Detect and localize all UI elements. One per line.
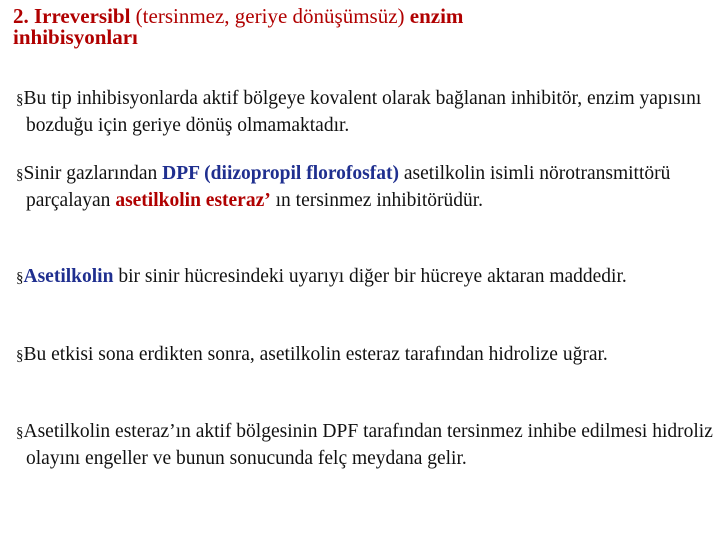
bullet-2-post: ın tersinmez inhibitörüdür. (270, 190, 484, 211)
bullet-2-highlight-dpf: DPF (diizopropil florofosfat) (162, 163, 399, 184)
bullet-item-2 (16, 161, 720, 213)
bullet-5-text: Asetilkolin esteraz’ın aktif bölgesinin DPF tarafından tersinmez inhibe edilmesi hidroliz olayını engeller ve bunun sonucunda felç meydana gelir. (23, 421, 713, 469)
title-normal-part: (tersinmez, geriye dönüşümsüz) (130, 4, 405, 28)
title-bold-part: 2. Irreversibl (13, 4, 131, 28)
bullet-3-highlight: Asetilkolin (23, 266, 114, 287)
bullet-2-mid: asetilkolin isimli nörotransmittörü parçalayan (26, 163, 671, 211)
bullet-2-pre: Sinir gazlarından (23, 163, 163, 184)
bullet-marker-icon: § (16, 348, 24, 364)
bullet-marker-icon: § (16, 167, 24, 183)
bullet-item-4 (16, 342, 720, 369)
bullet-2-highlight-enzyme: asetilkolin esteraz’ (115, 190, 271, 211)
bullet-marker-icon: § (16, 92, 24, 108)
bullet-item-1 (16, 86, 720, 138)
bullet-3-post: bir sinir hücresindeki uyarıyı diğer bir hücreye aktaran maddedir. (113, 266, 627, 287)
bullet-1-text: Bu tip inhibisyonlarda aktif bölgeye kovalent olarak bağlanan inhibitör, enzim yapısını bozduğu için geriye dönüş olmamaktadır. (23, 88, 702, 136)
bullet-item-3 (16, 264, 720, 291)
title-bold-end: enzim (404, 4, 464, 28)
bullet-marker-icon: § (16, 270, 24, 286)
slide-title (13, 4, 713, 49)
title-line-2: inhibisyonları (13, 25, 138, 49)
bullet-marker-icon: § (16, 425, 24, 441)
bullet-4-text: Bu etkisi sona erdikten sonra, asetilkolin esteraz tarafından hidrolize uğrar. (23, 344, 608, 365)
bullet-item-5 (16, 419, 720, 471)
